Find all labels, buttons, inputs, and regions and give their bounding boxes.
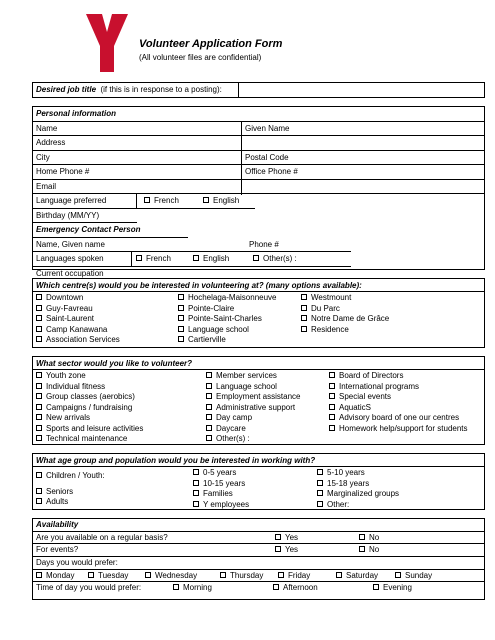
home-phone-label: Home Phone # — [36, 167, 90, 176]
sector-administrative-support[interactable]: Administrative support — [206, 403, 300, 414]
form-title: Volunteer Application Form — [139, 38, 283, 50]
checkbox-icon — [178, 305, 184, 311]
day-thursday[interactable]: Thursday — [220, 570, 263, 582]
lang-pref-english[interactable]: English — [203, 194, 239, 208]
checkbox-icon — [136, 255, 142, 261]
checkbox-icon — [36, 372, 42, 378]
emergency-heading: Emergency Contact Person — [36, 225, 141, 234]
lang-pref-french[interactable]: French — [144, 194, 179, 208]
checkbox-icon — [275, 534, 281, 540]
checkbox-icon — [193, 490, 199, 496]
city-label: City — [36, 152, 50, 162]
birthday-label: Birthday (MM/YY) — [36, 210, 100, 220]
checkbox-icon — [36, 383, 42, 389]
centre-guy-favreau[interactable]: Guy-Favreau — [36, 304, 120, 315]
checkbox-icon — [301, 305, 307, 311]
days-prompt: Days you would prefer: — [36, 558, 118, 568]
checkbox-icon — [206, 383, 212, 389]
sector-homework-help-support-for-students[interactable]: Homework help/support for students — [329, 424, 468, 435]
checkbox-icon — [36, 472, 42, 478]
occupation-label: Current occupation — [36, 268, 104, 278]
checkbox-icon — [36, 435, 42, 441]
checkbox-icon — [329, 404, 335, 410]
checkbox-icon — [193, 480, 199, 486]
checkbox-icon — [36, 425, 42, 431]
checkbox-icon — [178, 294, 184, 300]
sector-other-s[interactable]: Other(s) : — [206, 434, 300, 445]
events-no[interactable]: No — [359, 544, 379, 556]
lang-spoken-french[interactable]: French — [136, 252, 171, 266]
day-sunday[interactable]: Sunday — [395, 570, 432, 582]
ymca-logo — [84, 10, 130, 74]
form-subtitle: (All volunteer files are confidential) — [139, 53, 262, 62]
language-preferred-label: Language preferred — [36, 196, 107, 205]
sector-sports-and-leisure-activities[interactable]: Sports and leisure activities — [36, 424, 143, 435]
events-label: For events? — [36, 545, 79, 555]
time-afternoon[interactable]: Afternoon — [273, 582, 318, 594]
checkbox-icon — [317, 501, 323, 507]
centre-residence[interactable]: Residence — [301, 325, 389, 336]
checkbox-icon — [178, 326, 184, 332]
checkbox-icon — [329, 383, 335, 389]
checkbox-icon — [317, 490, 323, 496]
centre-saint-laurent[interactable]: Saint-Laurent — [36, 314, 120, 325]
age-adults[interactable]: Adults — [36, 497, 105, 508]
checkbox-icon — [395, 572, 401, 578]
age-group-question: What age group and population would you be interested in working with? — [36, 456, 316, 465]
checkbox-icon — [206, 393, 212, 399]
sector-youth-zone[interactable]: Youth zone — [36, 371, 143, 382]
age-other[interactable]: Other: — [317, 500, 399, 511]
age-y-employees[interactable]: Y employees — [193, 500, 249, 511]
sector-board-of-directors[interactable]: Board of Directors — [329, 371, 468, 382]
checkbox-icon — [144, 197, 150, 203]
checkbox-icon — [329, 393, 335, 399]
checkbox-icon — [36, 294, 42, 300]
postal-code-label: Postal Code — [245, 152, 289, 162]
checkbox-icon — [278, 572, 284, 578]
centres-box — [32, 278, 485, 348]
checkbox-icon — [178, 336, 184, 342]
centre-association-services[interactable]: Association Services — [36, 335, 120, 346]
email-label: Email — [36, 181, 57, 191]
centre-notre-dame-de-gr-ce[interactable]: Notre Dame de Grâce — [301, 314, 389, 325]
day-saturday[interactable]: Saturday — [336, 570, 378, 582]
age-families[interactable]: Families — [193, 489, 249, 500]
age-marginalized-groups[interactable]: Marginalized groups — [317, 489, 399, 500]
checkbox-icon — [329, 372, 335, 378]
sector-day-camp[interactable]: Day camp — [206, 413, 300, 424]
day-wednesday[interactable]: Wednesday — [145, 570, 197, 582]
availability-heading: Availability — [36, 520, 79, 529]
checkbox-icon — [206, 425, 212, 431]
sector-advisory-board-of-one-our-centres[interactable]: Advisory board of one our centres — [329, 413, 468, 424]
checkbox-icon — [273, 584, 279, 590]
age-0-5-years[interactable]: 0-5 years — [193, 468, 249, 479]
checkbox-icon — [206, 372, 212, 378]
name-label: Name — [36, 123, 58, 133]
sector-question: What sector would you like to volunteer? — [36, 359, 193, 368]
checkbox-icon — [193, 469, 199, 475]
checkbox-icon — [178, 315, 184, 321]
checkbox-icon — [336, 572, 342, 578]
checkbox-icon — [317, 469, 323, 475]
sector-group-classes-aerobics[interactable]: Group classes (aerobics) — [36, 392, 143, 403]
checkbox-icon — [36, 393, 42, 399]
centre-pointe-claire[interactable]: Pointe-Claire — [178, 304, 277, 315]
centre-westmount[interactable]: Westmount — [301, 293, 389, 304]
lang-spoken-other[interactable]: Other(s) : — [253, 252, 297, 266]
checkbox-icon — [36, 315, 42, 321]
address-label: Address — [36, 138, 66, 147]
checkbox-icon — [329, 414, 335, 420]
centre-hochelaga-maisonneuve[interactable]: Hochelaga-Maisonneuve — [178, 293, 277, 304]
sector-language-school[interactable]: Language school — [206, 382, 300, 393]
contact-phone-label: Phone # — [249, 239, 279, 249]
languages-spoken-label: Languages spoken — [36, 254, 104, 263]
age-seniors[interactable]: Seniors — [36, 487, 105, 498]
checkbox-icon — [36, 336, 42, 342]
age-group-box — [32, 453, 485, 510]
day-friday[interactable]: Friday — [278, 570, 310, 582]
checkbox-icon — [206, 435, 212, 441]
checkbox-icon — [36, 498, 42, 504]
sector-employment-assistance[interactable]: Employment assistance — [206, 392, 300, 403]
checkbox-icon — [301, 315, 307, 321]
checkbox-icon — [253, 255, 259, 261]
sector-aquatics[interactable]: AquaticS — [329, 403, 468, 414]
checkbox-icon — [36, 326, 42, 332]
job-title-input[interactable] — [239, 83, 484, 97]
time-morning[interactable]: Morning — [173, 582, 212, 594]
day-tuesday[interactable]: Tuesday — [88, 570, 128, 582]
centre-camp-kanawana[interactable]: Camp Kanawana — [36, 325, 120, 336]
checkbox-icon — [317, 480, 323, 486]
availability-box — [32, 518, 485, 600]
checkbox-icon — [206, 404, 212, 410]
sector-special-events[interactable]: Special events — [329, 392, 468, 403]
lang-spoken-english[interactable]: English — [193, 252, 229, 266]
centre-cartierville[interactable]: Cartierville — [178, 335, 277, 346]
checkbox-icon — [220, 572, 226, 578]
sector-daycare[interactable]: Daycare — [206, 424, 300, 435]
checkbox-icon — [36, 488, 42, 494]
sector-individual-fitness[interactable]: Individual fitness — [36, 382, 143, 393]
checkbox-icon — [329, 425, 335, 431]
centre-downtown[interactable]: Downtown — [36, 293, 120, 304]
checkbox-icon — [88, 572, 94, 578]
contact-name-label: Name, Given name — [36, 239, 105, 249]
time-evening[interactable]: Evening — [373, 582, 412, 594]
checkbox-icon — [301, 294, 307, 300]
centre-pointe-saint-charles[interactable]: Pointe-Saint-Charles — [178, 314, 277, 325]
sector-international-programs[interactable]: International programs — [329, 382, 468, 393]
events-yes[interactable]: Yes — [275, 544, 298, 556]
age-15-18-years[interactable]: 15-18 years — [317, 479, 399, 490]
sector-member-services[interactable]: Member services — [206, 371, 300, 382]
time-prompt: Time of day you would prefer: — [36, 583, 142, 593]
checkbox-icon — [193, 501, 199, 507]
day-monday[interactable]: Monday — [36, 570, 74, 582]
age-5-10-years[interactable]: 5-10 years — [317, 468, 399, 479]
given-name-label: Given Name — [245, 123, 290, 133]
sector-new-arrivals[interactable]: New arrivals — [36, 413, 143, 424]
personal-heading: Personal information — [36, 109, 117, 118]
checkbox-icon — [373, 584, 379, 590]
checkbox-icon — [36, 305, 42, 311]
checkbox-icon — [301, 326, 307, 332]
checkbox-icon — [36, 414, 42, 420]
checkbox-icon — [145, 572, 151, 578]
age-children-youth[interactable]: Children / Youth: — [36, 471, 105, 482]
age-10-15-years[interactable]: 10-15 years — [193, 479, 249, 490]
checkbox-icon — [193, 255, 199, 261]
centres-question: Which centre(s) would you be interested in volunteering at? (many options available): — [36, 281, 362, 290]
regular-basis-label: Are you available on a regular basis? — [36, 532, 168, 542]
checkbox-icon — [36, 404, 42, 410]
checkbox-icon — [36, 572, 42, 578]
job-title-box — [32, 82, 485, 98]
checkbox-icon — [359, 534, 365, 540]
job-title-label: Desired job title (if this is in response to a posting): — [36, 85, 222, 94]
sector-box — [32, 356, 485, 445]
checkbox-icon — [203, 197, 209, 203]
centre-language-school[interactable]: Language school — [178, 325, 277, 336]
centre-du-parc[interactable]: Du Parc — [301, 304, 389, 315]
office-phone-label: Office Phone # — [245, 167, 298, 176]
sector-technical-maintenance[interactable]: Technical maintenance — [36, 434, 143, 445]
sector-campaigns-fundraising[interactable]: Campaigns / fundraising — [36, 403, 143, 414]
regular-no[interactable]: No — [359, 532, 379, 544]
personal-info-box — [32, 106, 485, 278]
checkbox-icon — [275, 546, 281, 552]
checkbox-icon — [359, 546, 365, 552]
regular-yes[interactable]: Yes — [275, 532, 298, 544]
checkbox-icon — [173, 584, 179, 590]
checkbox-icon — [206, 414, 212, 420]
